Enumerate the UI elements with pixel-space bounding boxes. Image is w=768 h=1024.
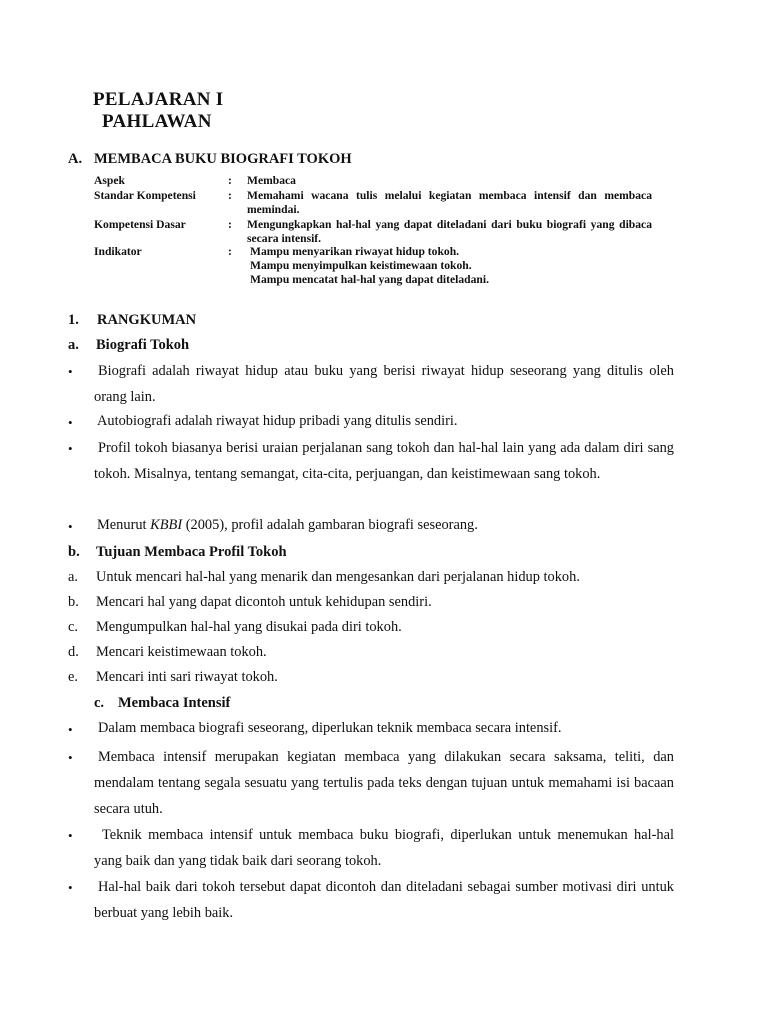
list-item-label: e. bbox=[68, 669, 78, 685]
bullet-icon: • bbox=[68, 722, 73, 737]
kbbi-post: (2005), profil adalah gambaran biografi seseorang. bbox=[182, 517, 478, 533]
subsection-c-title: Membaca Intensif bbox=[118, 695, 231, 711]
indicator-item: Mampu menyarikan riwayat hidup tokoh. bbox=[250, 245, 460, 258]
aspect-key: Standar Kompetensi bbox=[94, 189, 196, 202]
subsection-b-label: b. bbox=[68, 544, 80, 560]
kbbi-pre: Menurut bbox=[97, 517, 151, 533]
section-a-title: MEMBACA BUKU BIOGRAFI TOKOH bbox=[94, 151, 352, 167]
bullet-icon: • bbox=[68, 750, 73, 765]
indicator-item: Mampu mencatat hal-hal yang dapat diteladani. bbox=[250, 273, 489, 286]
list-item-label: a. bbox=[68, 569, 78, 585]
lesson-title: PELAJARAN I bbox=[93, 89, 224, 110]
kbbi-term: KBBI bbox=[150, 517, 183, 533]
subsection-a-label: a. bbox=[68, 337, 79, 353]
rangkuman-title: RANGKUMAN bbox=[97, 312, 197, 328]
aspect-value: Membaca bbox=[247, 174, 296, 187]
rangkuman-label: 1. bbox=[68, 312, 79, 328]
bullet-icon: • bbox=[68, 880, 73, 895]
bullet-paragraph: Biografi adalah riwayat hidup atau buku yang berisi riwayat hidup seseorang yang ditulis oleh orang lain. bbox=[94, 363, 674, 405]
lesson-subtitle: PAHLAWAN bbox=[102, 111, 212, 132]
bullet-paragraph: Teknik membaca intensif untuk membaca buku biografi, diperlukan untuk menemukan hal-hal yang baik dan yang tidak baik dari seorang tokoh. bbox=[94, 827, 674, 869]
subsection-c-label: c. bbox=[94, 695, 105, 711]
bullet-paragraph bbox=[97, 517, 478, 534]
aspect-key: Indikator bbox=[94, 245, 142, 258]
list-item: Mencari hal yang dapat dicontoh untuk kehidupan sendiri. bbox=[96, 594, 432, 610]
list-item-label: b. bbox=[68, 594, 79, 610]
section-a-label: A. bbox=[68, 151, 83, 167]
bullet-icon: • bbox=[68, 415, 73, 430]
bullet-paragraph: Profil tokoh biasanya berisi uraian perjalanan sang tokoh dan hal-hal lain yang ada dalam diri sang tokoh. Misalnya, tentang semangat, cita-cita, perjuangan, dan keistimewaan sang tokoh. bbox=[94, 440, 674, 482]
aspect-key: Aspek bbox=[94, 174, 125, 187]
list-item-label: d. bbox=[68, 644, 79, 660]
aspect-key: Kompetensi Dasar bbox=[94, 218, 186, 231]
bullet-icon: • bbox=[68, 441, 73, 456]
aspect-value: Memahami wacana tulis melalui kegiatan membaca intensif dan membaca memindai. bbox=[247, 189, 652, 216]
list-item: Mencari inti sari riwayat tokoh. bbox=[96, 669, 278, 685]
bullet-paragraph: Hal-hal baik dari tokoh tersebut dapat dicontoh dan diteladani sebagai sumber motivasi diri untuk berbuat yang lebih baik. bbox=[94, 879, 674, 921]
aspect-colon: : bbox=[228, 218, 232, 231]
aspect-colon: : bbox=[228, 189, 232, 202]
list-item: Mengumpulkan hal-hal yang disukai pada diri tokoh. bbox=[96, 619, 402, 635]
subsection-a-title: Biografi Tokoh bbox=[96, 337, 190, 353]
list-item: Untuk mencari hal-hal yang menarik dan mengesankan dari perjalanan hidup tokoh. bbox=[96, 569, 580, 585]
indicator-item: Mampu menyimpulkan keistimewaan tokoh. bbox=[250, 259, 472, 272]
list-item-label: c. bbox=[68, 619, 78, 635]
subsection-b-title: Tujuan Membaca Profil Tokoh bbox=[96, 544, 287, 560]
list-item: Mencari keistimewaan tokoh. bbox=[96, 644, 267, 660]
bullet-icon: • bbox=[68, 828, 73, 843]
bullet-paragraph: Autobiografi adalah riwayat hidup pribadi yang ditulis sendiri. bbox=[97, 413, 458, 429]
bullet-icon: • bbox=[68, 364, 73, 379]
aspect-colon: : bbox=[228, 174, 232, 187]
bullet-paragraph: Dalam membaca biografi seseorang, diperlukan teknik membaca secara intensif. bbox=[98, 720, 562, 736]
bullet-icon: • bbox=[68, 519, 73, 534]
bullet-paragraph: Membaca intensif merupakan kegiatan membaca yang dilakukan secara saksama, teliti, dan mendalam tentang segala sesuatu yang tertulis pada teks dengan tujuan untuk memahami isi bacaan secara utuh. bbox=[94, 749, 674, 817]
aspect-value: Mengungkapkan hal-hal yang dapat diteladani dari buku biografi yang dibaca secara intensif. bbox=[247, 218, 652, 245]
aspect-colon: : bbox=[228, 245, 232, 258]
